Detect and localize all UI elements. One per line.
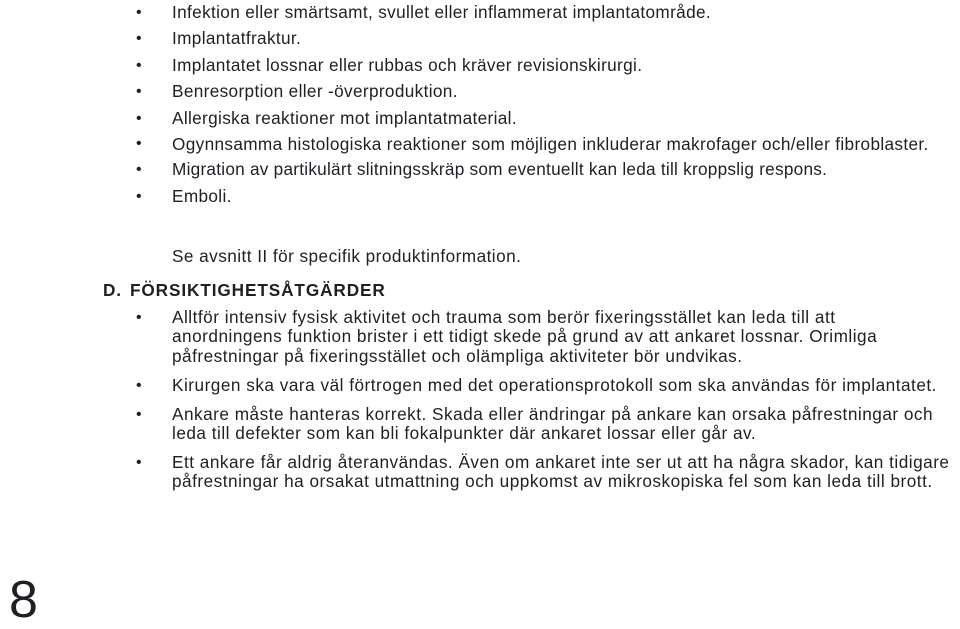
list-item-text: Implantatet lossnar eller rubbas och kräver revisionskirurgi. [172, 54, 643, 75]
bullet-icon: • [136, 4, 142, 21]
bullet-icon: • [136, 161, 142, 179]
bullet-icon: • [136, 109, 142, 127]
bullet-icon: • [136, 376, 143, 394]
bullet-icon: • [136, 187, 142, 205]
list-item-text: Kirurgen ska vara väl förtrogen med det operationsprotokoll som ska användas för implantatet. [172, 374, 937, 395]
bullet-icon: • [136, 56, 142, 74]
list-item [0, 186, 960, 207]
list-item [0, 376, 960, 395]
list-item-text: Implantatfraktur. [172, 28, 302, 49]
section-letter: D. [103, 280, 122, 300]
list-item-text: Infektion eller smärtsamt, svullet eller inflammerat implantatområde. [172, 2, 712, 22]
list-item [0, 308, 960, 366]
list-item [0, 2, 960, 23]
list-item [0, 55, 960, 76]
precautions-list [0, 308, 960, 501]
list-item-text: Emboli. [172, 185, 232, 206]
list-item-text: Ett ankare får aldrig återanvändas. Även om ankaret inte ser ut att ha några skador, kan tidigare påfrestningar ha orsakat utmattning och uppkomst av mikroskopiska fel som kan leda till brott. [172, 451, 950, 492]
list-item [0, 405, 960, 444]
list-item-text: Ankare måste hanteras korrekt. Skada eller ändringar på ankare kan orsaka påfrestningar och leda till defekter som kan bli fokalpunkter där ankaret lossar eller går av. [172, 403, 934, 444]
section-title: FÖRSIKTIGHETSÅTGÄRDER [130, 280, 386, 300]
product-info-note: Se avsnitt II för specifik produktinformation. [172, 246, 522, 266]
list-item [0, 159, 960, 180]
bullet-icon: • [136, 453, 143, 471]
list-item [0, 453, 960, 492]
list-item-text: Allergiska reaktioner mot implantatmaterial. [172, 107, 517, 128]
bullet-icon: • [136, 30, 142, 48]
bullet-icon: • [136, 405, 143, 423]
complications-list [0, 0, 960, 212]
bullet-icon: • [136, 83, 142, 101]
list-item-text: Benresorption eller -överproduktion. [172, 81, 458, 102]
list-item [0, 81, 960, 102]
list-item-text: Ogynnsamma histologiska reaktioner som möjligen inkluderar makrofager och/eller fibroblaster. [172, 133, 929, 154]
list-item [0, 28, 960, 49]
bullet-icon: • [136, 309, 143, 326]
list-item-text: Alltför intensiv fysisk aktivitet och trauma som berör fixeringsstället kan leda till att anordningens funktion brister i ett tidigt skede på grund av att ankaret lossnar. Orimliga påfrestningar på fixeringsstället och olämpliga aktiviteter bör undvikas. [172, 307, 878, 366]
section-heading [103, 279, 386, 301]
page-number: 8 [9, 571, 38, 629]
list-item [0, 108, 960, 129]
list-item [0, 134, 960, 154]
bullet-icon: • [136, 134, 142, 152]
list-item-text: Migration av partikulärt slitningsskräp som eventuellt kan leda till kroppslig respons. [172, 159, 828, 180]
